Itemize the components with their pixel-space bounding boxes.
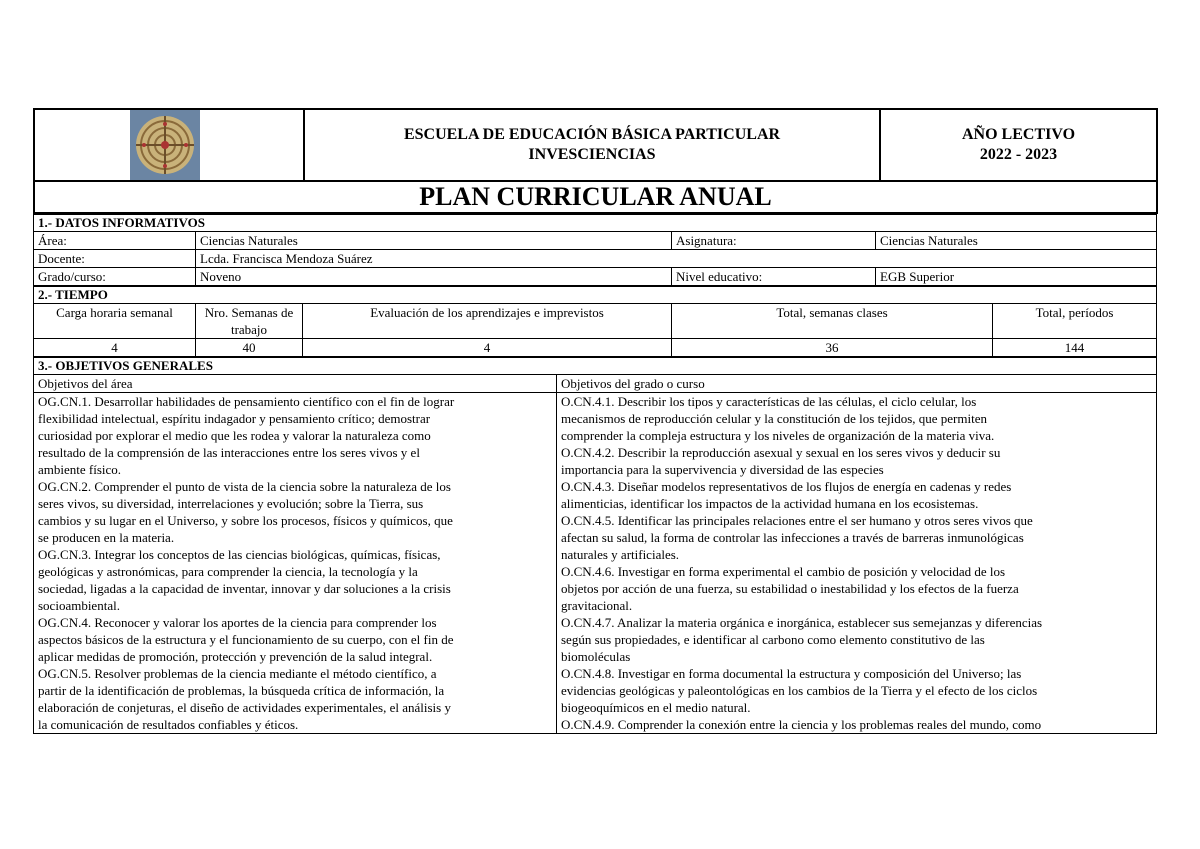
level-value: EGB Superior <box>876 268 1157 286</box>
area-objective-line: OG.CN.1. Desarrollar habilidades de pensamiento científico con el fin de lograr <box>38 394 455 409</box>
time-header-weekly-hours: Carga horaria semanal <box>34 304 196 339</box>
objectives-table <box>33 357 1157 734</box>
grade-objective-line: objetos por acción de una fuerza, su estabilidad o inestabilidad y los efectos de la fuerza <box>561 581 1019 596</box>
time-header-total-weeks: Total, semanas clases <box>672 304 993 339</box>
area-objective-line: aspectos básicos de la estructura y el funcionamiento de su cuerpo, con el fin de <box>38 632 454 647</box>
logo-cell <box>34 109 304 181</box>
info-table <box>33 214 1157 286</box>
objectives-grade-text <box>557 393 1157 734</box>
area-objective-line: cambios y su lugar en el Universo, y sobre los procesos, físicos y químicos, que <box>38 513 453 528</box>
section-heading-objectives: 3.- OBJETIVOS GENERALES <box>34 358 1157 375</box>
curricular-plan-document <box>33 108 1156 734</box>
section-heading-info: 1.- DATOS INFORMATIVOS <box>34 215 1157 232</box>
area-objective-line: ambiente físico. <box>38 462 122 477</box>
school-name <box>304 109 880 181</box>
time-header-evaluation: Evaluación de los aprendizajes e imprevistos <box>303 304 672 339</box>
objectives-grade-header: Objetivos del grado o curso <box>557 375 1157 393</box>
area-objective-line: socioambiental. <box>38 598 120 613</box>
grade-objective-line: afectan su salud, la forma de controlar las infecciones a través de barreras inmunológicas <box>561 530 1024 545</box>
time-value-work-weeks: 40 <box>196 339 303 357</box>
time-header-total-periods: Total, períodos <box>993 304 1157 339</box>
grade-objective-line: O.CN.4.3. Diseñar modelos representativos de los flujos de energía en cadenas y redes <box>561 479 1012 494</box>
time-value-weekly-hours: 4 <box>34 339 196 357</box>
school-year-label: AÑO LECTIVO <box>961 126 1076 143</box>
grade-objective-line: O.CN.4.8. Investigar en forma documental la estructura y composición del Universo; las <box>561 666 1022 681</box>
school-name-line1: ESCUELA DE EDUCACIÓN BÁSICA PARTICULAR <box>403 126 781 143</box>
grade-objective-line: O.CN.4.9. Comprender la conexión entre la ciencia y los problemas reales del mundo, como <box>561 717 1042 732</box>
area-objective-line: OG.CN.2. Comprender el punto de vista de la ciencia sobre la naturaleza de los <box>38 479 451 494</box>
page-title: PLAN CURRICULAR ANUAL <box>34 181 1157 213</box>
grade-objective-line: naturales y artificiales. <box>561 547 680 562</box>
grade-value: Noveno <box>196 268 672 286</box>
time-value-total-weeks: 36 <box>672 339 993 357</box>
area-value: Ciencias Naturales <box>196 232 672 250</box>
grade-objective-line: mecanismos de reproducción celular y la constitución de los tejidos, que permiten <box>561 411 987 426</box>
area-objective-line: resultado de la comprensión de las interacciones entre los seres vivos y el <box>38 445 420 460</box>
section-heading-time: 2.- TIEMPO <box>34 287 1157 304</box>
teacher-label: Docente: <box>34 250 196 268</box>
grade-objective-line: O.CN.4.2. Describir la reproducción asexual y sexual en los seres vivos y deducir su <box>561 445 1001 460</box>
area-objective-line: elaboración de conjeturas, el diseño de actividades experimentales, el análisis y <box>38 700 451 715</box>
area-objective-line: curiosidad por explorar el medio que les rodea y valorar la naturaleza como <box>38 428 431 443</box>
time-value-evaluation: 4 <box>303 339 672 357</box>
grade-objective-line: O.CN.4.7. Analizar la materia orgánica e inorgánica, establecer sus semejanzas y diferencias <box>561 615 1043 630</box>
area-objective-line: OG.CN.4. Reconocer y valorar los aportes de la ciencia para comprender los <box>38 615 437 630</box>
grade-objective-line: según sus propiedades, e identificar al carbono como elemento constitutivo de las <box>561 632 985 647</box>
grade-objective-line: evidencias geológicas y paleontológicas en los cambios de la Tierra y el efecto de los ciclos <box>561 683 1038 698</box>
subject-value: Ciencias Naturales <box>876 232 1157 250</box>
school-name-line2: INVESCIENCIAS <box>528 146 656 163</box>
area-objective-line: aplicar medidas de promoción, protección y prevención de la salud integral. <box>38 649 433 664</box>
grade-objective-line: biomoléculas <box>561 649 631 664</box>
grade-objective-line: O.CN.4.6. Investigar en forma experimental el cambio de posición y velocidad de los <box>561 564 1006 579</box>
school-logo-icon <box>130 110 200 180</box>
grade-label: Grado/curso: <box>34 268 196 286</box>
time-header-work-weeks: Nro. Semanas de trabajo <box>196 304 303 339</box>
objectives-area-text <box>34 393 557 734</box>
grade-objective-line: importancia para la supervivencia y diversidad de las especies <box>561 462 884 477</box>
school-year-value: 2022 - 2023 <box>979 146 1058 163</box>
area-objective-line: seres vivos, su diversidad, interrelaciones y evolución; sobre la Tierra, sus <box>38 496 424 511</box>
grade-objective-line: alimenticias, identificar los impactos de la actividad humana en los ecosistemas. <box>561 496 979 511</box>
level-label: Nivel educativo: <box>672 268 876 286</box>
header-table <box>33 108 1158 214</box>
time-value-total-periods: 144 <box>993 339 1157 357</box>
area-objective-line: geológicas y astronómicas, para comprender la ciencia, la tecnología y la <box>38 564 418 579</box>
grade-objective-line: biogeoquímicos en el medio natural. <box>561 700 751 715</box>
area-objective-line: la comunicación de resultados confiables y éticos. <box>38 717 299 732</box>
area-objective-line: se producen en la materia. <box>38 530 175 545</box>
subject-label: Asignatura: <box>672 232 876 250</box>
time-table <box>33 286 1157 357</box>
grade-objective-line: O.CN.4.1. Describir los tipos y características de las células, el ciclo celular, los <box>561 394 977 409</box>
grade-objective-line: gravitacional. <box>561 598 633 613</box>
grade-objective-line: comprender la compleja estructura y los niveles de organización de la materia viva. <box>561 428 995 443</box>
area-objective-line: partir de la identificación de problemas, la búsqueda crítica de información, la <box>38 683 445 698</box>
area-objective-line: sociedad, ligadas a la capacidad de inventar, innovar y dar soluciones a la crisis <box>38 581 451 596</box>
teacher-value: Lcda. Francisca Mendoza Suárez <box>196 250 1157 268</box>
area-label: Área: <box>34 232 196 250</box>
objectives-area-header: Objetivos del área <box>34 375 557 393</box>
area-objective-line: OG.CN.5. Resolver problemas de la ciencia mediante el método científico, a <box>38 666 437 681</box>
area-objective-line: flexibilidad intelectual, espíritu indagador y pensamiento crítico; demostrar <box>38 411 431 426</box>
school-year <box>880 109 1157 181</box>
grade-objective-line: O.CN.4.5. Identificar las principales relaciones entre el ser humano y otros seres vivos que <box>561 513 1033 528</box>
area-objective-line: OG.CN.3. Integrar los conceptos de las ciencias biológicas, químicas, físicas, <box>38 547 441 562</box>
